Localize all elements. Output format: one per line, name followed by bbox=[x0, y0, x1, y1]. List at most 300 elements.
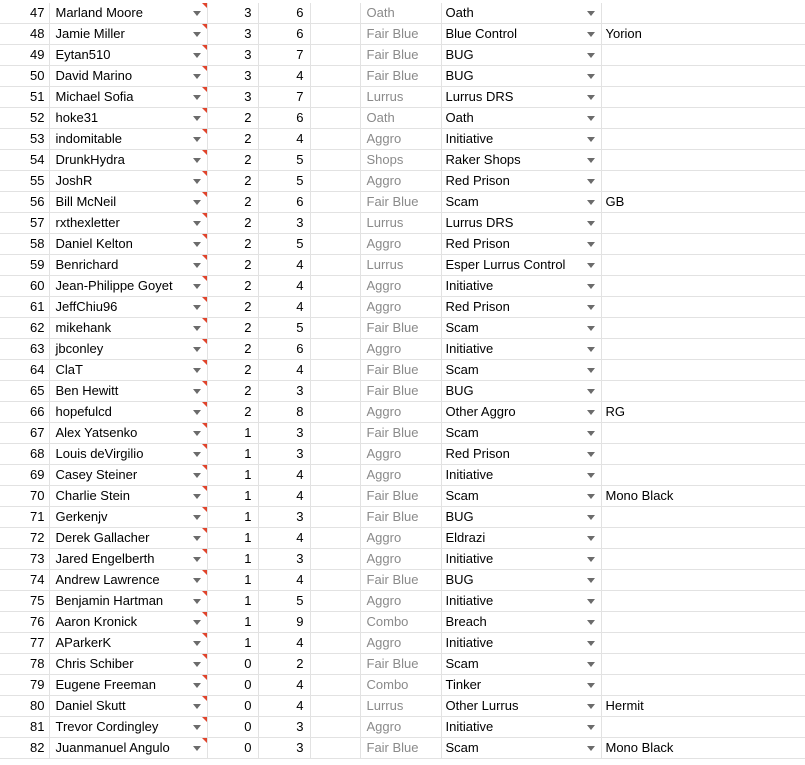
rank-cell[interactable] bbox=[258, 45, 310, 66]
dropdown-arrow-icon[interactable] bbox=[193, 326, 201, 331]
deck-cell[interactable] bbox=[441, 423, 601, 444]
dropdown-arrow-icon[interactable] bbox=[193, 284, 201, 289]
empty-cell[interactable] bbox=[310, 108, 360, 129]
empty-cell[interactable] bbox=[310, 738, 360, 759]
dropdown-arrow-icon[interactable] bbox=[587, 11, 595, 16]
note-cell[interactable] bbox=[601, 129, 805, 150]
dropdown-arrow-icon[interactable] bbox=[587, 641, 595, 646]
deck-cell[interactable] bbox=[441, 276, 601, 297]
note-cell[interactable] bbox=[601, 717, 805, 738]
dropdown-arrow-icon[interactable] bbox=[193, 725, 201, 730]
archetype-cell[interactable] bbox=[360, 696, 441, 717]
archetype-cell[interactable] bbox=[360, 45, 441, 66]
rank-cell[interactable] bbox=[258, 150, 310, 171]
dropdown-arrow-icon[interactable] bbox=[193, 452, 201, 457]
deck-cell[interactable] bbox=[441, 549, 601, 570]
dropdown-arrow-icon[interactable] bbox=[193, 263, 201, 268]
dropdown-arrow-icon[interactable] bbox=[587, 389, 595, 394]
player-name-cell[interactable] bbox=[49, 129, 207, 150]
rank-cell[interactable] bbox=[258, 612, 310, 633]
rank-cell[interactable] bbox=[258, 3, 310, 24]
player-name-cell[interactable] bbox=[49, 255, 207, 276]
dropdown-arrow-icon[interactable] bbox=[193, 32, 201, 37]
rank-cell[interactable] bbox=[258, 591, 310, 612]
rank-cell[interactable] bbox=[258, 738, 310, 759]
note-cell[interactable] bbox=[601, 150, 805, 171]
player-name-cell[interactable] bbox=[49, 444, 207, 465]
player-name-cell[interactable] bbox=[49, 66, 207, 87]
note-cell[interactable] bbox=[601, 465, 805, 486]
score-cell[interactable] bbox=[207, 297, 258, 318]
dropdown-arrow-icon[interactable] bbox=[587, 32, 595, 37]
dropdown-arrow-icon[interactable] bbox=[193, 557, 201, 562]
deck-cell[interactable] bbox=[441, 318, 601, 339]
dropdown-arrow-icon[interactable] bbox=[587, 242, 595, 247]
note-cell[interactable] bbox=[601, 24, 805, 45]
deck-cell[interactable] bbox=[441, 675, 601, 696]
rank-cell[interactable] bbox=[258, 675, 310, 696]
player-name-cell[interactable] bbox=[49, 234, 207, 255]
player-name-cell[interactable] bbox=[49, 381, 207, 402]
deck-cell[interactable] bbox=[441, 570, 601, 591]
deck-cell[interactable] bbox=[441, 633, 601, 654]
score-cell[interactable] bbox=[207, 45, 258, 66]
player-name-cell[interactable] bbox=[49, 675, 207, 696]
note-cell[interactable] bbox=[601, 87, 805, 108]
rank-cell[interactable] bbox=[258, 297, 310, 318]
dropdown-arrow-icon[interactable] bbox=[587, 662, 595, 667]
rank-cell[interactable] bbox=[258, 654, 310, 675]
dropdown-arrow-icon[interactable] bbox=[587, 284, 595, 289]
dropdown-arrow-icon[interactable] bbox=[193, 53, 201, 58]
dropdown-arrow-icon[interactable] bbox=[587, 137, 595, 142]
dropdown-arrow-icon[interactable] bbox=[587, 179, 595, 184]
dropdown-arrow-icon[interactable] bbox=[193, 746, 201, 751]
deck-cell[interactable] bbox=[441, 402, 601, 423]
player-name-cell[interactable] bbox=[49, 591, 207, 612]
empty-cell[interactable] bbox=[310, 507, 360, 528]
dropdown-arrow-icon[interactable] bbox=[587, 368, 595, 373]
note-cell[interactable] bbox=[601, 276, 805, 297]
note-cell[interactable] bbox=[601, 402, 805, 423]
dropdown-arrow-icon[interactable] bbox=[193, 536, 201, 541]
archetype-cell[interactable] bbox=[360, 528, 441, 549]
archetype-cell[interactable] bbox=[360, 108, 441, 129]
player-name-cell[interactable] bbox=[49, 87, 207, 108]
score-cell[interactable] bbox=[207, 3, 258, 24]
archetype-cell[interactable] bbox=[360, 66, 441, 87]
dropdown-arrow-icon[interactable] bbox=[193, 578, 201, 583]
note-cell[interactable] bbox=[601, 423, 805, 444]
empty-cell[interactable] bbox=[310, 528, 360, 549]
note-cell[interactable] bbox=[601, 696, 805, 717]
archetype-cell[interactable] bbox=[360, 486, 441, 507]
score-cell[interactable] bbox=[207, 87, 258, 108]
note-cell[interactable] bbox=[601, 507, 805, 528]
note-cell[interactable] bbox=[601, 339, 805, 360]
dropdown-arrow-icon[interactable] bbox=[587, 578, 595, 583]
rank-cell[interactable] bbox=[258, 465, 310, 486]
note-cell[interactable] bbox=[601, 255, 805, 276]
dropdown-arrow-icon[interactable] bbox=[193, 410, 201, 415]
note-cell[interactable] bbox=[601, 213, 805, 234]
note-cell[interactable] bbox=[601, 381, 805, 402]
archetype-cell[interactable] bbox=[360, 423, 441, 444]
note-cell[interactable] bbox=[601, 633, 805, 654]
player-name-cell[interactable] bbox=[49, 150, 207, 171]
empty-cell[interactable] bbox=[310, 444, 360, 465]
archetype-cell[interactable] bbox=[360, 276, 441, 297]
dropdown-arrow-icon[interactable] bbox=[587, 263, 595, 268]
deck-cell[interactable] bbox=[441, 3, 601, 24]
score-cell[interactable] bbox=[207, 24, 258, 45]
dropdown-arrow-icon[interactable] bbox=[193, 116, 201, 121]
score-cell[interactable] bbox=[207, 276, 258, 297]
deck-cell[interactable] bbox=[441, 24, 601, 45]
dropdown-arrow-icon[interactable] bbox=[587, 599, 595, 604]
dropdown-arrow-icon[interactable] bbox=[193, 683, 201, 688]
score-cell[interactable] bbox=[207, 465, 258, 486]
rank-cell[interactable] bbox=[258, 633, 310, 654]
archetype-cell[interactable] bbox=[360, 318, 441, 339]
dropdown-arrow-icon[interactable] bbox=[193, 494, 201, 499]
dropdown-arrow-icon[interactable] bbox=[193, 599, 201, 604]
rank-cell[interactable] bbox=[258, 108, 310, 129]
score-cell[interactable] bbox=[207, 675, 258, 696]
archetype-cell[interactable] bbox=[360, 654, 441, 675]
note-cell[interactable] bbox=[601, 318, 805, 339]
empty-cell[interactable] bbox=[310, 24, 360, 45]
player-name-cell[interactable] bbox=[49, 318, 207, 339]
archetype-cell[interactable] bbox=[360, 633, 441, 654]
note-cell[interactable] bbox=[601, 171, 805, 192]
empty-cell[interactable] bbox=[310, 150, 360, 171]
player-name-cell[interactable] bbox=[49, 339, 207, 360]
archetype-cell[interactable] bbox=[360, 192, 441, 213]
deck-cell[interactable] bbox=[441, 444, 601, 465]
player-name-cell[interactable] bbox=[49, 360, 207, 381]
empty-cell[interactable] bbox=[310, 66, 360, 87]
archetype-cell[interactable] bbox=[360, 675, 441, 696]
dropdown-arrow-icon[interactable] bbox=[193, 200, 201, 205]
archetype-cell[interactable] bbox=[360, 717, 441, 738]
empty-cell[interactable] bbox=[310, 297, 360, 318]
dropdown-arrow-icon[interactable] bbox=[587, 305, 595, 310]
player-name-cell[interactable] bbox=[49, 528, 207, 549]
dropdown-arrow-icon[interactable] bbox=[193, 95, 201, 100]
archetype-cell[interactable] bbox=[360, 591, 441, 612]
dropdown-arrow-icon[interactable] bbox=[193, 662, 201, 667]
empty-cell[interactable] bbox=[310, 696, 360, 717]
dropdown-arrow-icon[interactable] bbox=[587, 53, 595, 58]
score-cell[interactable] bbox=[207, 234, 258, 255]
score-cell[interactable] bbox=[207, 654, 258, 675]
rank-cell[interactable] bbox=[258, 171, 310, 192]
deck-cell[interactable] bbox=[441, 612, 601, 633]
archetype-cell[interactable] bbox=[360, 150, 441, 171]
score-cell[interactable] bbox=[207, 192, 258, 213]
dropdown-arrow-icon[interactable] bbox=[587, 410, 595, 415]
player-name-cell[interactable] bbox=[49, 654, 207, 675]
score-cell[interactable] bbox=[207, 696, 258, 717]
deck-cell[interactable] bbox=[441, 87, 601, 108]
archetype-cell[interactable] bbox=[360, 402, 441, 423]
deck-cell[interactable] bbox=[441, 507, 601, 528]
dropdown-arrow-icon[interactable] bbox=[587, 221, 595, 226]
rank-cell[interactable] bbox=[258, 255, 310, 276]
dropdown-arrow-icon[interactable] bbox=[587, 725, 595, 730]
dropdown-arrow-icon[interactable] bbox=[587, 620, 595, 625]
rank-cell[interactable] bbox=[258, 549, 310, 570]
empty-cell[interactable] bbox=[310, 129, 360, 150]
empty-cell[interactable] bbox=[310, 402, 360, 423]
player-name-cell[interactable] bbox=[49, 486, 207, 507]
deck-cell[interactable] bbox=[441, 696, 601, 717]
dropdown-arrow-icon[interactable] bbox=[587, 557, 595, 562]
rank-cell[interactable] bbox=[258, 402, 310, 423]
empty-cell[interactable] bbox=[310, 675, 360, 696]
deck-cell[interactable] bbox=[441, 108, 601, 129]
deck-cell[interactable] bbox=[441, 486, 601, 507]
note-cell[interactable] bbox=[601, 654, 805, 675]
player-name-cell[interactable] bbox=[49, 717, 207, 738]
empty-cell[interactable] bbox=[310, 45, 360, 66]
dropdown-arrow-icon[interactable] bbox=[193, 704, 201, 709]
player-name-cell[interactable] bbox=[49, 402, 207, 423]
deck-cell[interactable] bbox=[441, 381, 601, 402]
archetype-cell[interactable] bbox=[360, 444, 441, 465]
rank-cell[interactable] bbox=[258, 570, 310, 591]
rank-cell[interactable] bbox=[258, 360, 310, 381]
rank-cell[interactable] bbox=[258, 318, 310, 339]
archetype-cell[interactable] bbox=[360, 234, 441, 255]
score-cell[interactable] bbox=[207, 402, 258, 423]
note-cell[interactable] bbox=[601, 192, 805, 213]
player-name-cell[interactable] bbox=[49, 276, 207, 297]
note-cell[interactable] bbox=[601, 45, 805, 66]
note-cell[interactable] bbox=[601, 486, 805, 507]
player-name-cell[interactable] bbox=[49, 297, 207, 318]
score-cell[interactable] bbox=[207, 213, 258, 234]
score-cell[interactable] bbox=[207, 255, 258, 276]
empty-cell[interactable] bbox=[310, 192, 360, 213]
rank-cell[interactable] bbox=[258, 381, 310, 402]
score-cell[interactable] bbox=[207, 549, 258, 570]
archetype-cell[interactable] bbox=[360, 570, 441, 591]
player-name-cell[interactable] bbox=[49, 213, 207, 234]
dropdown-arrow-icon[interactable] bbox=[587, 347, 595, 352]
rank-cell[interactable] bbox=[258, 129, 310, 150]
dropdown-arrow-icon[interactable] bbox=[587, 200, 595, 205]
player-name-cell[interactable] bbox=[49, 612, 207, 633]
score-cell[interactable] bbox=[207, 381, 258, 402]
archetype-cell[interactable] bbox=[360, 171, 441, 192]
player-name-cell[interactable] bbox=[49, 633, 207, 654]
rank-cell[interactable] bbox=[258, 444, 310, 465]
dropdown-arrow-icon[interactable] bbox=[587, 515, 595, 520]
rank-cell[interactable] bbox=[258, 66, 310, 87]
dropdown-arrow-icon[interactable] bbox=[587, 74, 595, 79]
empty-cell[interactable] bbox=[310, 591, 360, 612]
dropdown-arrow-icon[interactable] bbox=[587, 536, 595, 541]
dropdown-arrow-icon[interactable] bbox=[587, 473, 595, 478]
player-name-cell[interactable] bbox=[49, 24, 207, 45]
player-name-cell[interactable] bbox=[49, 507, 207, 528]
score-cell[interactable] bbox=[207, 150, 258, 171]
dropdown-arrow-icon[interactable] bbox=[193, 242, 201, 247]
dropdown-arrow-icon[interactable] bbox=[193, 389, 201, 394]
player-name-cell[interactable] bbox=[49, 570, 207, 591]
empty-cell[interactable] bbox=[310, 570, 360, 591]
note-cell[interactable] bbox=[601, 675, 805, 696]
score-cell[interactable] bbox=[207, 444, 258, 465]
dropdown-arrow-icon[interactable] bbox=[587, 746, 595, 751]
archetype-cell[interactable] bbox=[360, 549, 441, 570]
dropdown-arrow-icon[interactable] bbox=[193, 431, 201, 436]
player-name-cell[interactable] bbox=[49, 465, 207, 486]
dropdown-arrow-icon[interactable] bbox=[587, 683, 595, 688]
archetype-cell[interactable] bbox=[360, 24, 441, 45]
rank-cell[interactable] bbox=[258, 717, 310, 738]
score-cell[interactable] bbox=[207, 717, 258, 738]
dropdown-arrow-icon[interactable] bbox=[587, 494, 595, 499]
rank-cell[interactable] bbox=[258, 528, 310, 549]
rank-cell[interactable] bbox=[258, 234, 310, 255]
rank-cell[interactable] bbox=[258, 486, 310, 507]
empty-cell[interactable] bbox=[310, 486, 360, 507]
rank-cell[interactable] bbox=[258, 339, 310, 360]
note-cell[interactable] bbox=[601, 570, 805, 591]
score-cell[interactable] bbox=[207, 360, 258, 381]
note-cell[interactable] bbox=[601, 444, 805, 465]
empty-cell[interactable] bbox=[310, 654, 360, 675]
empty-cell[interactable] bbox=[310, 339, 360, 360]
empty-cell[interactable] bbox=[310, 213, 360, 234]
note-cell[interactable] bbox=[601, 234, 805, 255]
empty-cell[interactable] bbox=[310, 423, 360, 444]
empty-cell[interactable] bbox=[310, 381, 360, 402]
deck-cell[interactable] bbox=[441, 360, 601, 381]
dropdown-arrow-icon[interactable] bbox=[193, 515, 201, 520]
player-name-cell[interactable] bbox=[49, 108, 207, 129]
deck-cell[interactable] bbox=[441, 192, 601, 213]
deck-cell[interactable] bbox=[441, 255, 601, 276]
dropdown-arrow-icon[interactable] bbox=[587, 158, 595, 163]
player-name-cell[interactable] bbox=[49, 192, 207, 213]
archetype-cell[interactable] bbox=[360, 255, 441, 276]
empty-cell[interactable] bbox=[310, 549, 360, 570]
archetype-cell[interactable] bbox=[360, 507, 441, 528]
score-cell[interactable] bbox=[207, 528, 258, 549]
rank-cell[interactable] bbox=[258, 423, 310, 444]
score-cell[interactable] bbox=[207, 66, 258, 87]
dropdown-arrow-icon[interactable] bbox=[193, 473, 201, 478]
score-cell[interactable] bbox=[207, 339, 258, 360]
empty-cell[interactable] bbox=[310, 276, 360, 297]
rank-cell[interactable] bbox=[258, 696, 310, 717]
note-cell[interactable] bbox=[601, 360, 805, 381]
dropdown-arrow-icon[interactable] bbox=[193, 221, 201, 226]
dropdown-arrow-icon[interactable] bbox=[193, 11, 201, 16]
player-name-cell[interactable] bbox=[49, 549, 207, 570]
player-name-cell[interactable] bbox=[49, 3, 207, 24]
dropdown-arrow-icon[interactable] bbox=[193, 347, 201, 352]
empty-cell[interactable] bbox=[310, 717, 360, 738]
player-name-cell[interactable] bbox=[49, 423, 207, 444]
score-cell[interactable] bbox=[207, 318, 258, 339]
archetype-cell[interactable] bbox=[360, 465, 441, 486]
dropdown-arrow-icon[interactable] bbox=[587, 452, 595, 457]
dropdown-arrow-icon[interactable] bbox=[193, 368, 201, 373]
dropdown-arrow-icon[interactable] bbox=[193, 158, 201, 163]
note-cell[interactable] bbox=[601, 591, 805, 612]
deck-cell[interactable] bbox=[441, 171, 601, 192]
empty-cell[interactable] bbox=[310, 318, 360, 339]
score-cell[interactable] bbox=[207, 423, 258, 444]
player-name-cell[interactable] bbox=[49, 45, 207, 66]
deck-cell[interactable] bbox=[441, 717, 601, 738]
archetype-cell[interactable] bbox=[360, 381, 441, 402]
empty-cell[interactable] bbox=[310, 3, 360, 24]
deck-cell[interactable] bbox=[441, 738, 601, 759]
dropdown-arrow-icon[interactable] bbox=[193, 137, 201, 142]
dropdown-arrow-icon[interactable] bbox=[193, 305, 201, 310]
note-cell[interactable] bbox=[601, 612, 805, 633]
empty-cell[interactable] bbox=[310, 234, 360, 255]
empty-cell[interactable] bbox=[310, 255, 360, 276]
dropdown-arrow-icon[interactable] bbox=[587, 326, 595, 331]
score-cell[interactable] bbox=[207, 486, 258, 507]
player-name-cell[interactable] bbox=[49, 738, 207, 759]
dropdown-arrow-icon[interactable] bbox=[587, 704, 595, 709]
archetype-cell[interactable] bbox=[360, 738, 441, 759]
dropdown-arrow-icon[interactable] bbox=[587, 116, 595, 121]
score-cell[interactable] bbox=[207, 591, 258, 612]
player-name-cell[interactable] bbox=[49, 696, 207, 717]
deck-cell[interactable] bbox=[441, 465, 601, 486]
empty-cell[interactable] bbox=[310, 612, 360, 633]
deck-cell[interactable] bbox=[441, 213, 601, 234]
dropdown-arrow-icon[interactable] bbox=[193, 620, 201, 625]
dropdown-arrow-icon[interactable] bbox=[587, 95, 595, 100]
archetype-cell[interactable] bbox=[360, 87, 441, 108]
note-cell[interactable] bbox=[601, 549, 805, 570]
deck-cell[interactable] bbox=[441, 528, 601, 549]
note-cell[interactable] bbox=[601, 66, 805, 87]
empty-cell[interactable] bbox=[310, 87, 360, 108]
archetype-cell[interactable] bbox=[360, 213, 441, 234]
deck-cell[interactable] bbox=[441, 129, 601, 150]
deck-cell[interactable] bbox=[441, 234, 601, 255]
note-cell[interactable] bbox=[601, 108, 805, 129]
empty-cell[interactable] bbox=[310, 171, 360, 192]
score-cell[interactable] bbox=[207, 633, 258, 654]
note-cell[interactable] bbox=[601, 528, 805, 549]
deck-cell[interactable] bbox=[441, 66, 601, 87]
score-cell[interactable] bbox=[207, 570, 258, 591]
rank-cell[interactable] bbox=[258, 87, 310, 108]
score-cell[interactable] bbox=[207, 507, 258, 528]
empty-cell[interactable] bbox=[310, 465, 360, 486]
dropdown-arrow-icon[interactable] bbox=[587, 431, 595, 436]
score-cell[interactable] bbox=[207, 171, 258, 192]
archetype-cell[interactable] bbox=[360, 339, 441, 360]
rank-cell[interactable] bbox=[258, 276, 310, 297]
dropdown-arrow-icon[interactable] bbox=[193, 641, 201, 646]
score-cell[interactable] bbox=[207, 612, 258, 633]
player-name-cell[interactable] bbox=[49, 171, 207, 192]
deck-cell[interactable] bbox=[441, 339, 601, 360]
